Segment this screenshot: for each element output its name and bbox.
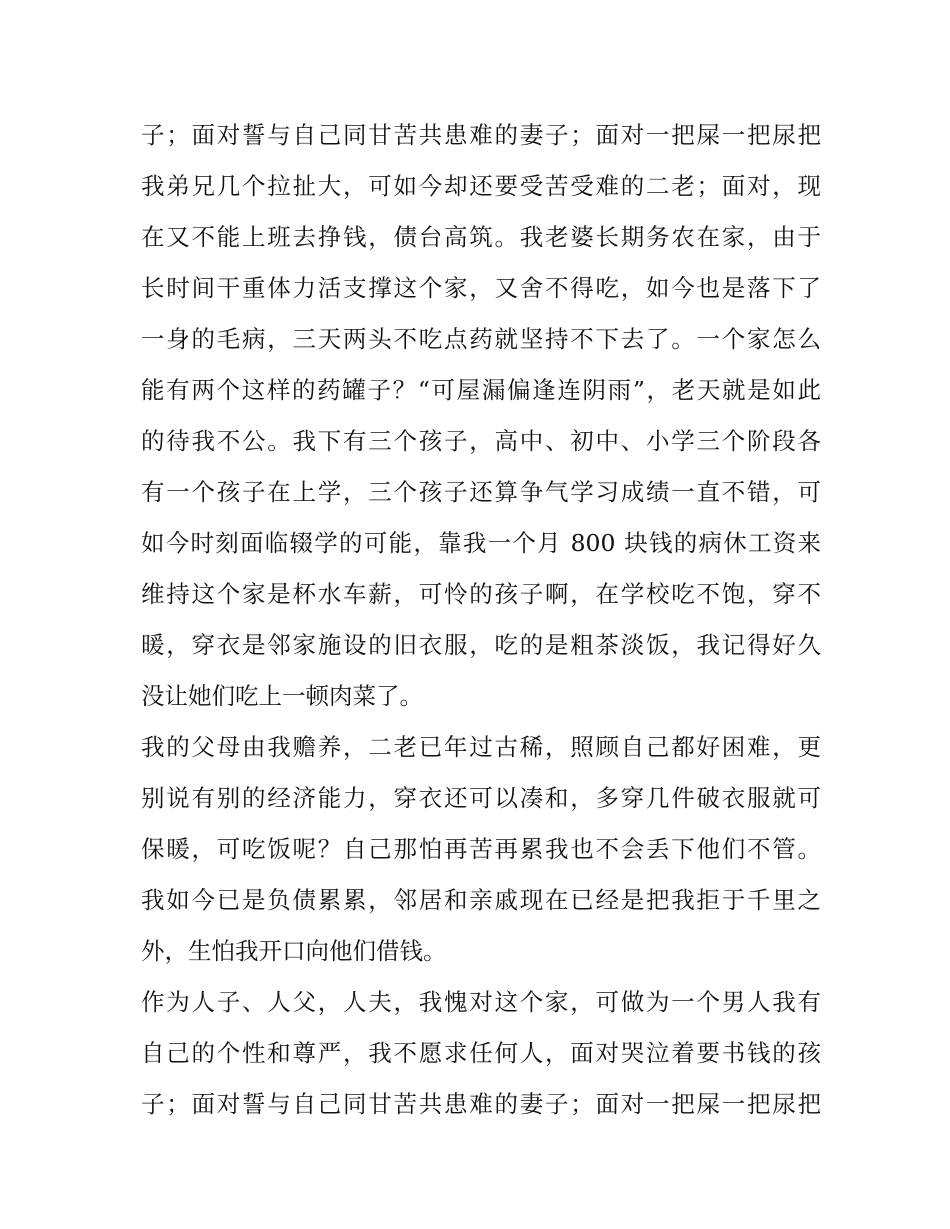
text-line: 有一个孩子在上学，三个孩子还算争气学习成绩一直不错，可 — [141, 478, 821, 506]
text-line: 在又不能上班去挣钱，债台高筑。我老婆长期务农在家，由于 — [141, 223, 821, 251]
text-line: 我的父母由我赡养，二老已年过古稀，照顾自己都好困难，更 — [141, 733, 821, 761]
text-line: 维持这个家是杯水车薪，可怜的孩子啊，在学校吃不饱，穿不 — [141, 580, 821, 608]
text-line: 我弟兄几个拉扯大，可如今却还要受苦受难的二老；面对，现 — [141, 172, 821, 200]
text-line: 我如今已是负债累累，邻居和亲戚现在已经是把我拒于千里之 — [141, 886, 821, 914]
text-line: 长时间干重体力活支撑这个家，又舍不得吃，如今也是落下了 — [141, 274, 821, 302]
body-text — [141, 110, 821, 1130]
text-line: 暖，穿衣是邻家施设的旧衣服，吃的是粗茶淡饭，我记得好久 — [141, 631, 821, 659]
text-line: 一身的毛病，三天两头不吃点药就坚持不下去了。一个家怎么 — [141, 325, 821, 353]
paragraph-end-line: 外，生怕我开口向他们借钱。 — [141, 937, 447, 965]
text-line: 保暖，可吃饭呢？自己那怕再苦再累我也不会丢下他们不管。 — [141, 835, 821, 863]
paragraph-end-line: 没让她们吃上一顿肉菜了。 — [141, 682, 423, 710]
text-line: 自己的个性和尊严，我不愿求任何人，面对哭泣着要书钱的孩 — [141, 1039, 821, 1067]
text-line: 的待我不公。我下有三个孩子，高中、初中、小学三个阶段各 — [141, 427, 821, 455]
text-line: 子；面对誓与自己同甘苦共患难的妻子；面对一把屎一把尿把 — [141, 1090, 821, 1118]
text-line: 别说有别的经济能力，穿衣还可以凑和，多穿几件破衣服就可 — [141, 784, 821, 812]
text-line: 作为人子、人父，人夫，我愧对这个家，可做为一个男人我有 — [141, 988, 821, 1016]
text-line: 能有两个这样的药罐子？“可屋漏偏逢连阴雨”，老天就是如此 — [141, 376, 821, 404]
text-line: 如今时刻面临辍学的可能，靠我一个月 800 块钱的病休工资来 — [141, 529, 821, 557]
text-line: 子；面对誓与自己同甘苦共患难的妻子；面对一把屎一把尿把 — [141, 121, 821, 149]
